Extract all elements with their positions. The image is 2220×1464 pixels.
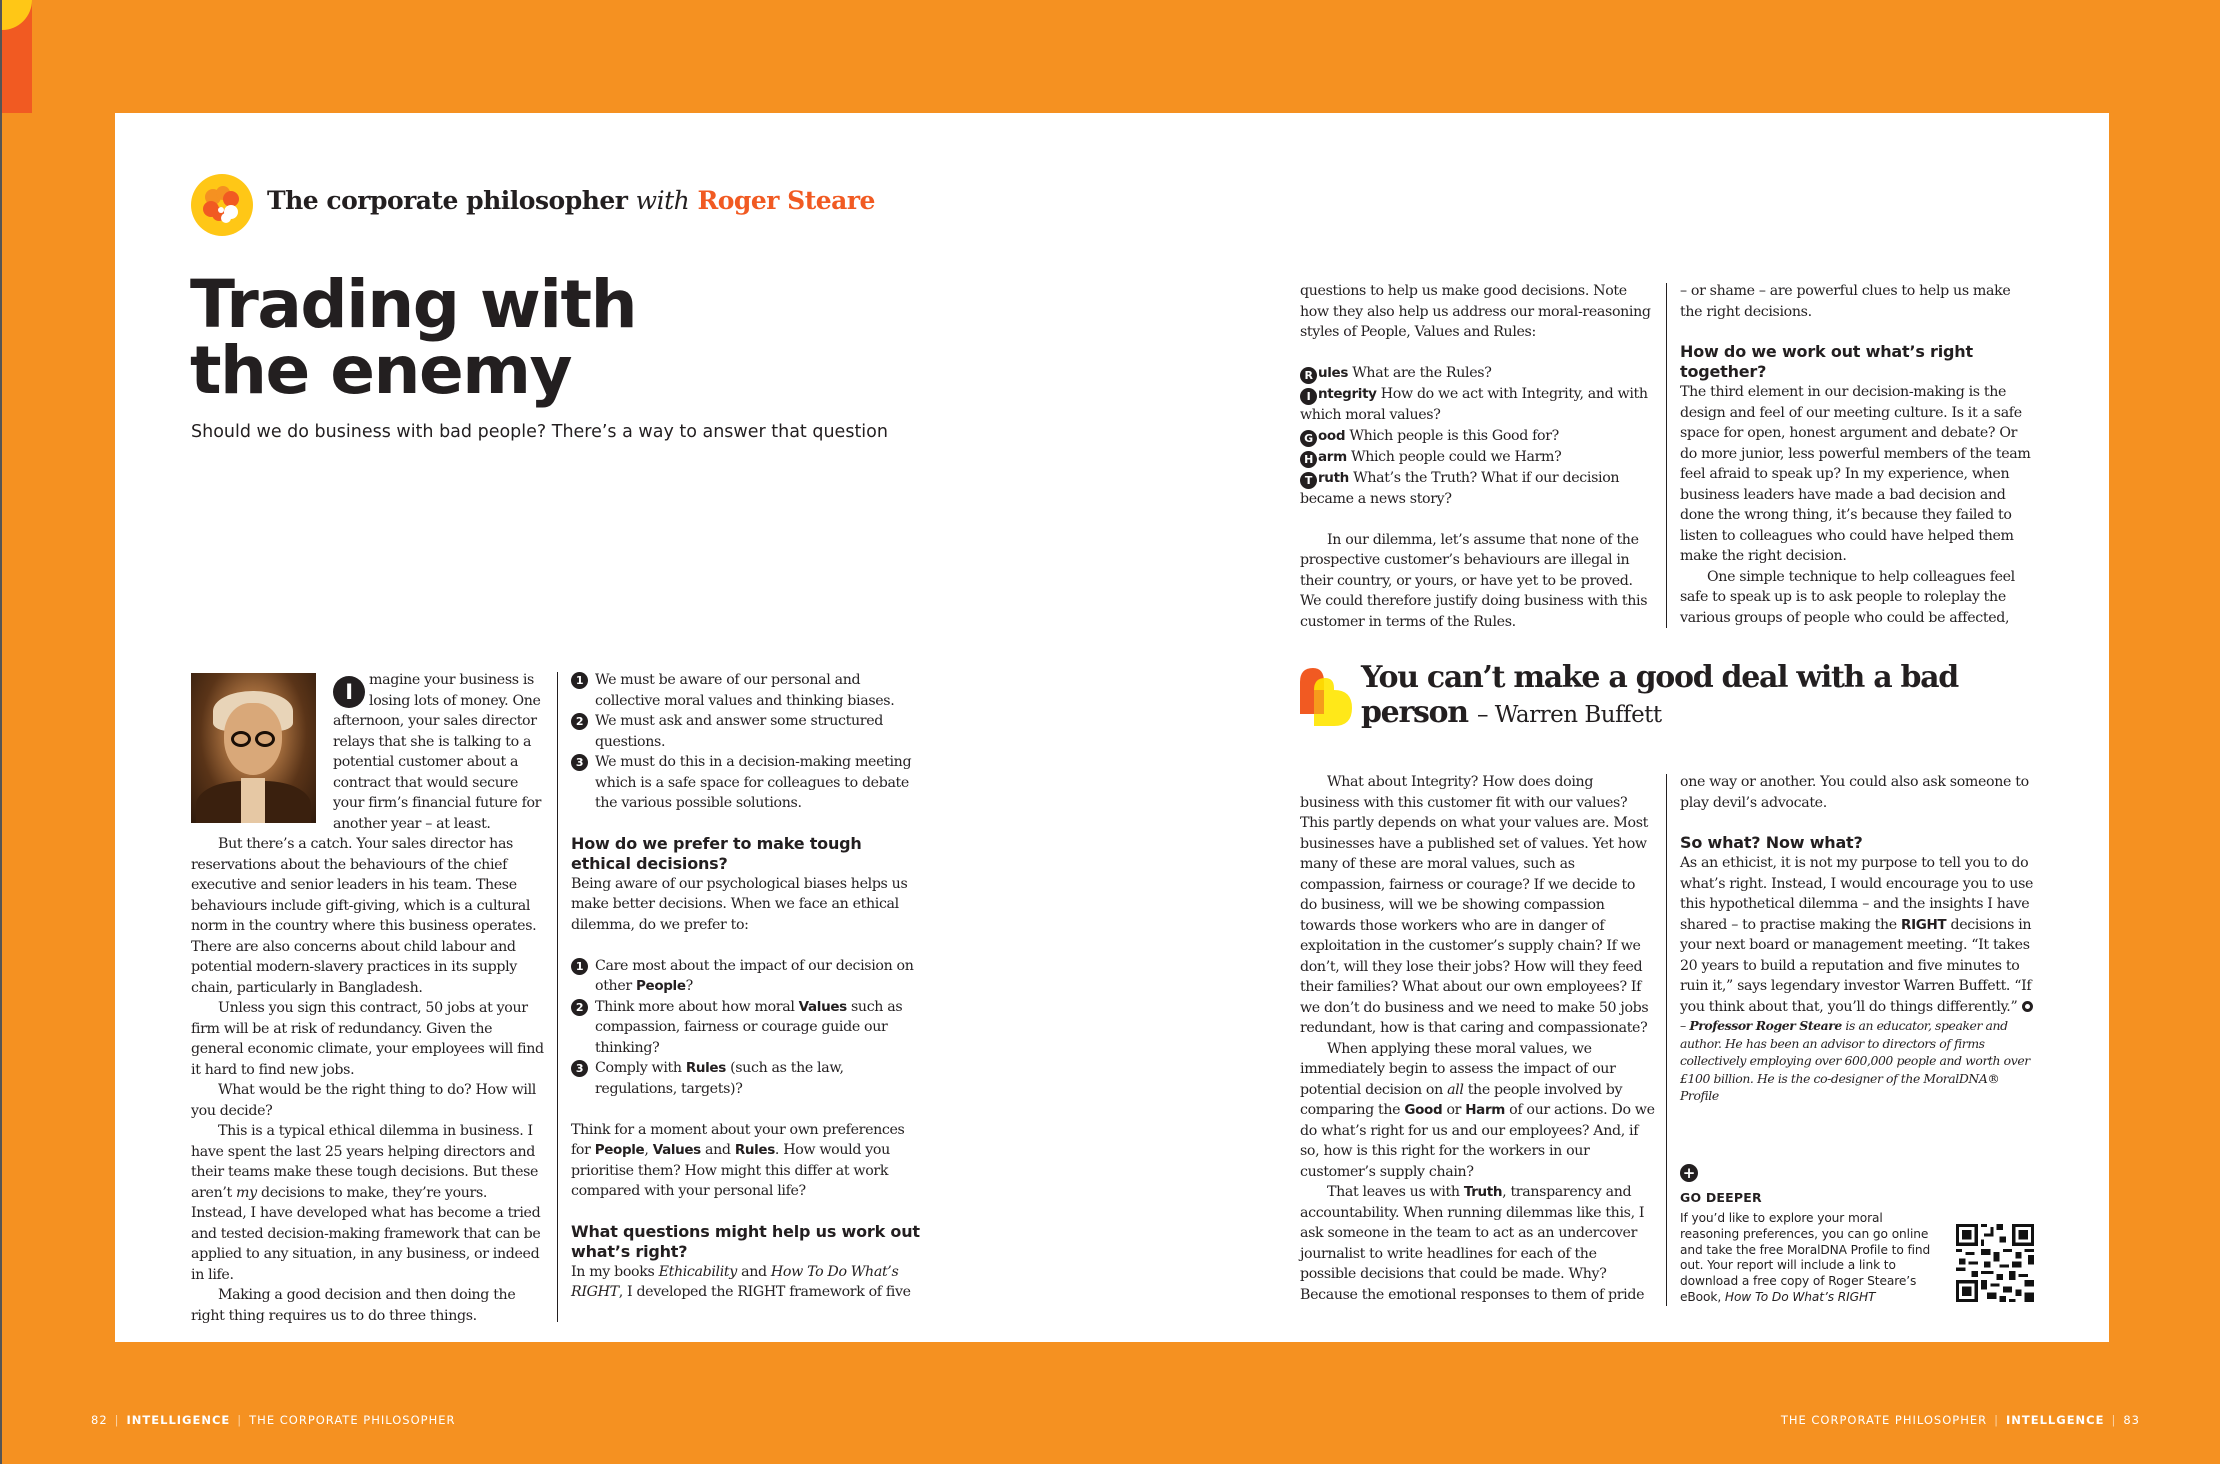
- intro-paragraph: I magine your business is losing lots of money. One afternoon, your sales director relays that she is talking to a potential customer about a contract that would secure your firm’s financial future for another year – at least.: [333, 672, 542, 832]
- series-with: with: [635, 186, 690, 215]
- letter-h-icon: H: [1300, 451, 1317, 468]
- page-number: 83: [2123, 1413, 2140, 1427]
- right-framework-list: [1300, 363, 1655, 509]
- paragraph: This is a typical ethical dilemma in business. I have spent the last 25 years helping directors and their teams make these tough decisions. But these aren’t my decisions to make, they’re yours. Instead, I have developed what has become a tried and tested decision-making framework that can be applied to any situation, in any business, or indeed in life.: [191, 1123, 541, 1283]
- paragraph: That leaves us with Truth, transparency and accountability. When running dilemmas like this, I ask someone in the team to act as an undercover journalist to write headlines for each of the possible decisions that could be made. Why? Because the emotional responses to them of pride: [1300, 1184, 1645, 1303]
- number-1-icon: 1: [571, 958, 588, 975]
- plus-icon: +: [1680, 1164, 1698, 1182]
- column-divider: [557, 672, 558, 1322]
- list-item: T ruth What’s the Truth? What if our decision became a news story?: [1300, 469, 1620, 507]
- author-portrait: [191, 673, 316, 823]
- headline: [190, 266, 637, 409]
- column-name: THE CORPORATE PHILOSOPHER: [249, 1413, 456, 1427]
- letter-g-icon: G: [1300, 430, 1317, 447]
- paragraph: One simple technique to help colleagues feel safe to speak up is to ask people to roleplay the various groups of people who could be affected,: [1680, 568, 2015, 626]
- series-title: [267, 186, 875, 215]
- pull-quote-text: You can’t make a good deal with a bad person: [1361, 660, 1958, 730]
- paragraph: In our dilemma, let’s assume that none of the prospective customer’s behaviours are illegal in their country, or yours, or have yet to be proved. We could therefore justify doing business with this customer in terms of the Rules.: [1300, 531, 1648, 630]
- qr-code-icon[interactable]: [1956, 1224, 2034, 1302]
- list-item: 1 We must be aware of our personal and collective moral values and thinking biases.: [571, 670, 921, 711]
- column-name: THE CORPORATE PHILOSOPHER: [1780, 1413, 1988, 1427]
- list-item: G ood Which people is this Good for?: [1300, 426, 1655, 447]
- list-item: 3 Comply with Rules (such as the law, regulations, targets)?: [571, 1058, 921, 1099]
- drop-cap: I: [333, 676, 365, 708]
- paragraph: When applying these moral values, we immediately begin to assess the impact of our potential decision on all the people involved by comparing the Good or Harm of our actions. Do we do what’s right for us and our employees? And, if so, how is this right for the workers in our customer’s supply chain?: [1300, 1040, 1655, 1180]
- paragraph: As an ethicist, it is not my purpose to tell you to do what’s right. Instead, I would encourage you to use this hypothetical dilemma – and the insights I have shared – to practise making the RIGHT decisions in your next board or management meeting. “It takes 20 years to build a reputation and five minutes to ruin it,” says legendary investor Warren Buffett. “If you think about that, you’ll do things differently.”: [1680, 855, 2034, 1015]
- paragraph: The third element in our decision-making is the design and feel of our meeting culture. Is it a safe space for open, honest argument and debate? Or do more junior, less powerful members of the team feel afraid to speak up? In my experience, when business leaders have made a bad decision and done the wrong thing, it’s because they failed to listen to colleagues who could have helped them make the right decision.: [1680, 384, 2031, 564]
- footer-right: THE CORPORATE PHILOSOPHER | INTELLGENCE | 83: [1780, 1413, 2140, 1427]
- letter-t-icon: T: [1300, 472, 1317, 489]
- paragraph: In my books Ethicability and How To Do What’s RIGHT, I developed the RIGHT framework of five: [571, 1263, 911, 1300]
- number-2-icon: 2: [571, 713, 588, 730]
- letter-i-icon: I: [1300, 388, 1317, 405]
- series-name: The corporate philosopher: [267, 186, 628, 215]
- column-divider: [1666, 283, 1667, 628]
- letter-r-icon: R: [1300, 367, 1317, 384]
- column-divider: [1666, 774, 1667, 1306]
- headline-line-2: the enemy: [190, 332, 572, 409]
- pull-quote-attribution: – Warren Buffett: [1476, 702, 1662, 728]
- body-column-5: [1300, 772, 1655, 1305]
- paragraph: one way or another. You could also ask someone to play devil’s advocate.: [1680, 774, 2029, 811]
- section-name: INTELLIGENCE: [126, 1413, 231, 1427]
- three-steps-list: [571, 670, 921, 814]
- list-item: 1 Care most about the impact of our decision on other People?: [571, 956, 921, 997]
- standfirst: Should we do business with bad people? There’s a way to answer that question: [191, 422, 888, 442]
- body-column-4: [1680, 281, 2035, 628]
- preferences-list: [571, 956, 921, 1100]
- paragraph: – or shame – are powerful clues to help us make the right decisions.: [1680, 283, 2011, 320]
- headline-line-1: Trading with: [190, 266, 637, 343]
- pull-quote: [1361, 660, 1961, 733]
- paragraph: What about Integrity? How does doing business with this customer fit with our values? This partly depends on what your values are. Most businesses have a published set of values. Yet how many of these are moral values, such as compassion, fairness or courage? If we decide to do business, will we be showing compassion towards those workers who are in danger of exploitation in the customer’s supply chain? If we don’t, will they lose their jobs? How will they feed their families? What about our own employees? If we don’t do business and we need to make 50 jobs redundant, how is that caring and compassionate?: [1300, 774, 1649, 1036]
- section-name: INTELLGENCE: [2006, 1413, 2105, 1427]
- paragraph: Unless you sign this contract, 50 jobs at your firm will be at risk of redundancy. Given the general economic climate, your employees will find it hard to find new jobs.: [191, 1000, 544, 1078]
- author-bio: – Professor Roger Steare is an educator, speaker and author. He has been an advisor to directors of firms collectively employing over 600,000 people and worth over £100 billion. He is the co-designer of the MoralDNA® Profile: [1680, 1018, 2030, 1103]
- list-item: I ntegrity How do we act with Integrity, and with which moral values?: [1300, 386, 1648, 423]
- go-deeper-body: If you’d like to explore your moral reasoning preferences, you can go online and take the free MoralDNA Profile to find out. Your report will include a link to download a free copy of Roger Steare’s eBook, How To Do What’s RIGHT: [1680, 1211, 1931, 1304]
- list-item: 3 We must do this in a decision-making meeting which is a safe space for colleagues to debate the various possible solutions.: [571, 752, 921, 814]
- number-3-icon: 3: [571, 754, 588, 771]
- paragraph: Think for a moment about your own preferences for People, Values and Rules. How would you prioritise them? How might this differ at work compared with your personal life?: [571, 1121, 905, 1199]
- number-3-icon: 3: [571, 1060, 588, 1077]
- subheading: So what? Now what?: [1680, 833, 1863, 852]
- subheading: How do we work out what’s right together?: [1680, 342, 1973, 381]
- subheading: What questions might help us work out what’s right?: [571, 1221, 920, 1261]
- list-item: H arm Which people could we Harm?: [1300, 447, 1655, 468]
- go-deeper-title: GO DEEPER: [1680, 1190, 1762, 1205]
- paragraph: But there’s a catch. Your sales director has reservations about the behaviours of the chief executive and senior leaders in his team. These behaviours include gift-giving, which is a cultural norm in the country where this business operates. There are also concerns about child labour and potential modern-slavery practices in its supply chain, particularly in Bangladesh.: [191, 836, 537, 996]
- paragraph: Making a good decision and then doing the right thing requires us to do three things.: [191, 1287, 516, 1324]
- number-1-icon: 1: [571, 672, 588, 689]
- end-of-article-icon: [2022, 1001, 2033, 1012]
- body-column-6: [1680, 772, 2035, 1105]
- paragraph: questions to help us make good decisions. Note how they also help us address our moral-reasoning styles of People, Values and Rules:: [1300, 283, 1651, 340]
- list-item: 2 Think more about how moral Values such as compassion, fairness or courage guide our thinking?: [571, 997, 921, 1059]
- footer-left: 82 | INTELLIGENCE | THE CORPORATE PHILOSOPHER: [91, 1413, 456, 1427]
- paragraph: What would be the right thing to do? How will you decide?: [191, 1082, 536, 1119]
- subheading: How do we prefer to make tough ethical decisions?: [571, 833, 862, 873]
- number-2-icon: 2: [571, 999, 588, 1016]
- page-spine: [0, 0, 2, 1464]
- page-number: 82: [91, 1413, 108, 1427]
- body-column-3: [1300, 281, 1655, 632]
- body-column-2: [571, 670, 921, 1303]
- paragraph: Being aware of our psychological biases helps us make better decisions. When we face an ethical dilemma, do we prefer to:: [571, 875, 908, 933]
- list-item: R ules What are the Rules?: [1300, 363, 1655, 384]
- body-column-1: [191, 670, 546, 1326]
- list-item: 2 We must ask and answer some structured questions.: [571, 711, 921, 752]
- quote-mark-icon: [1300, 668, 1352, 728]
- brain-puzzle-icon: [191, 174, 253, 236]
- series-author: Roger Steare: [697, 186, 875, 215]
